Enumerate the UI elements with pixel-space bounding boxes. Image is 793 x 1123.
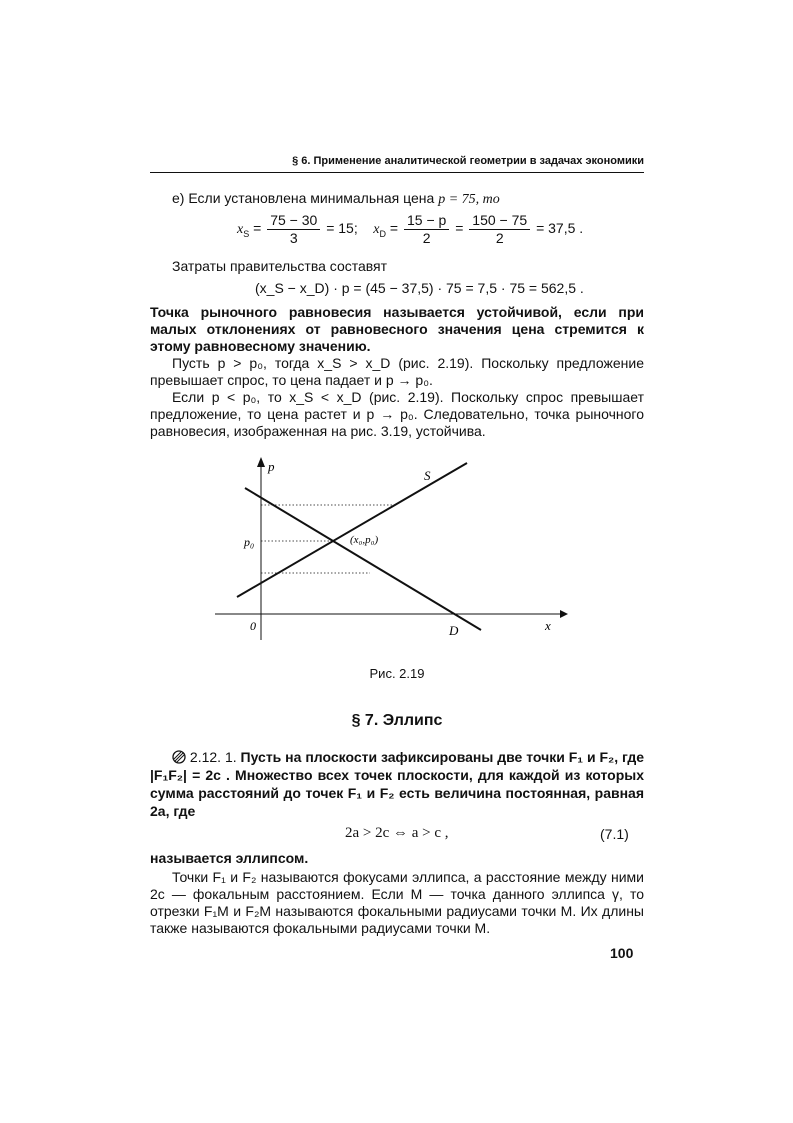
paragraph-3: Точки F₁ и F₂ называются фокусами эллипса, а расстояние между ними 2c — фокальным расстоянием. Если M — точка данного эллипса γ, то отрезки F₁M и F₂M называются фокальными радиусами точки M. Их длины также называются фокальными радиусами точки M. (150, 869, 644, 936)
xd-num2: 150 − 75 (469, 212, 530, 230)
y-axis-arrow (257, 457, 265, 467)
x-axis-label: x (545, 618, 551, 633)
x-axis-arrow (560, 610, 568, 618)
costs-formula: (x_S − x_D) · p = (45 − 37,5) · 75 = 7,5 · 75 = 562,5 . (255, 280, 584, 296)
running-header: § 6. Применение аналитической геометрии в задачах экономики (292, 155, 644, 167)
paragraph-2: Если p < p₀, то x_S < x_D (рис. 2.19). Поскольку спрос превышает предложение, то цена растет и p → p₀. Следовательно, точка рыночного равновесия, изображенная на рис. 3.19, устойчива. (150, 389, 644, 439)
formula-number: (7.1) (600, 826, 629, 842)
equilibrium-label: (x₀,p₀) (350, 534, 379, 546)
definition-number: 2.12. 1. (189, 749, 237, 765)
definition-formula: 2a > 2c ⇔ a > c , (345, 825, 449, 841)
p0-label: p₀ (244, 535, 255, 549)
xd-sub: D (379, 229, 387, 239)
xs-sub: S (243, 229, 250, 239)
xd-fraction-1 (404, 212, 449, 247)
definition-text-1: Пусть на плоскости зафиксированы две точки F₁ и F₂, (240, 749, 619, 765)
definition-marker-icon (172, 750, 186, 764)
stability-definition: Точка рыночного равновесия называется устойчивой, если при малых отклонениях от равновесного значения цена стремится к этому равновесному значению. (150, 304, 644, 354)
xs-result: = 15; (326, 220, 358, 237)
xs-label: x (237, 222, 244, 238)
xs-num: 75 − 30 (267, 212, 320, 230)
ellipse-definition (150, 748, 644, 820)
xs-den: 3 (289, 230, 298, 246)
xd-label: x (373, 222, 380, 238)
supply-line (237, 463, 467, 597)
figure-2-19 (210, 455, 570, 645)
xd-result: = 37,5 . (536, 220, 584, 237)
xd-den2: 2 (495, 230, 504, 246)
y-axis-label: p (268, 459, 275, 474)
item-e-intro-text: е) Если установлена минимальная цена (172, 190, 435, 206)
xd-den1: 2 (422, 230, 431, 246)
header-rule (150, 172, 644, 173)
definition-end: называется эллипсом. (150, 850, 309, 866)
section-title: § 7. Эллипс (351, 712, 443, 729)
item-e-intro (172, 190, 500, 208)
supply-label: S (424, 468, 431, 483)
xs-fraction (267, 212, 320, 247)
page-number: 100 (610, 945, 634, 961)
item-e-price: p = 75, то (438, 192, 500, 207)
origin-label: 0 (250, 619, 256, 633)
paragraph-1: Пусть p > p₀, тогда x_S > x_D (рис. 2.19). Поскольку предложение превышает спрос, то цена падает и p → p₀. (150, 355, 644, 388)
xd-num1: 15 − p (404, 212, 449, 230)
item-e-formula: $x_S$ = $\frac{75 - 30}{3}$ = 15; $x_D$ = $\frac{15 - p}{2}$ = $\frac{150 - 75}{2}$ = 37,5 . (237, 212, 584, 246)
demand-line (245, 488, 481, 630)
figure-caption: Рис. 2.19 (369, 666, 425, 681)
xd-fraction-2 (469, 212, 530, 247)
definition-text-2: где |F₁F₂| = 2c . Множество всех точек плоскости, для каждой из которых сумма расстояний до точек F₁ и F₂ есть величина постоянная, равная 2a, где (150, 749, 645, 819)
costs-text: Затраты правительства составят (172, 258, 388, 274)
demand-label: D (449, 623, 459, 638)
